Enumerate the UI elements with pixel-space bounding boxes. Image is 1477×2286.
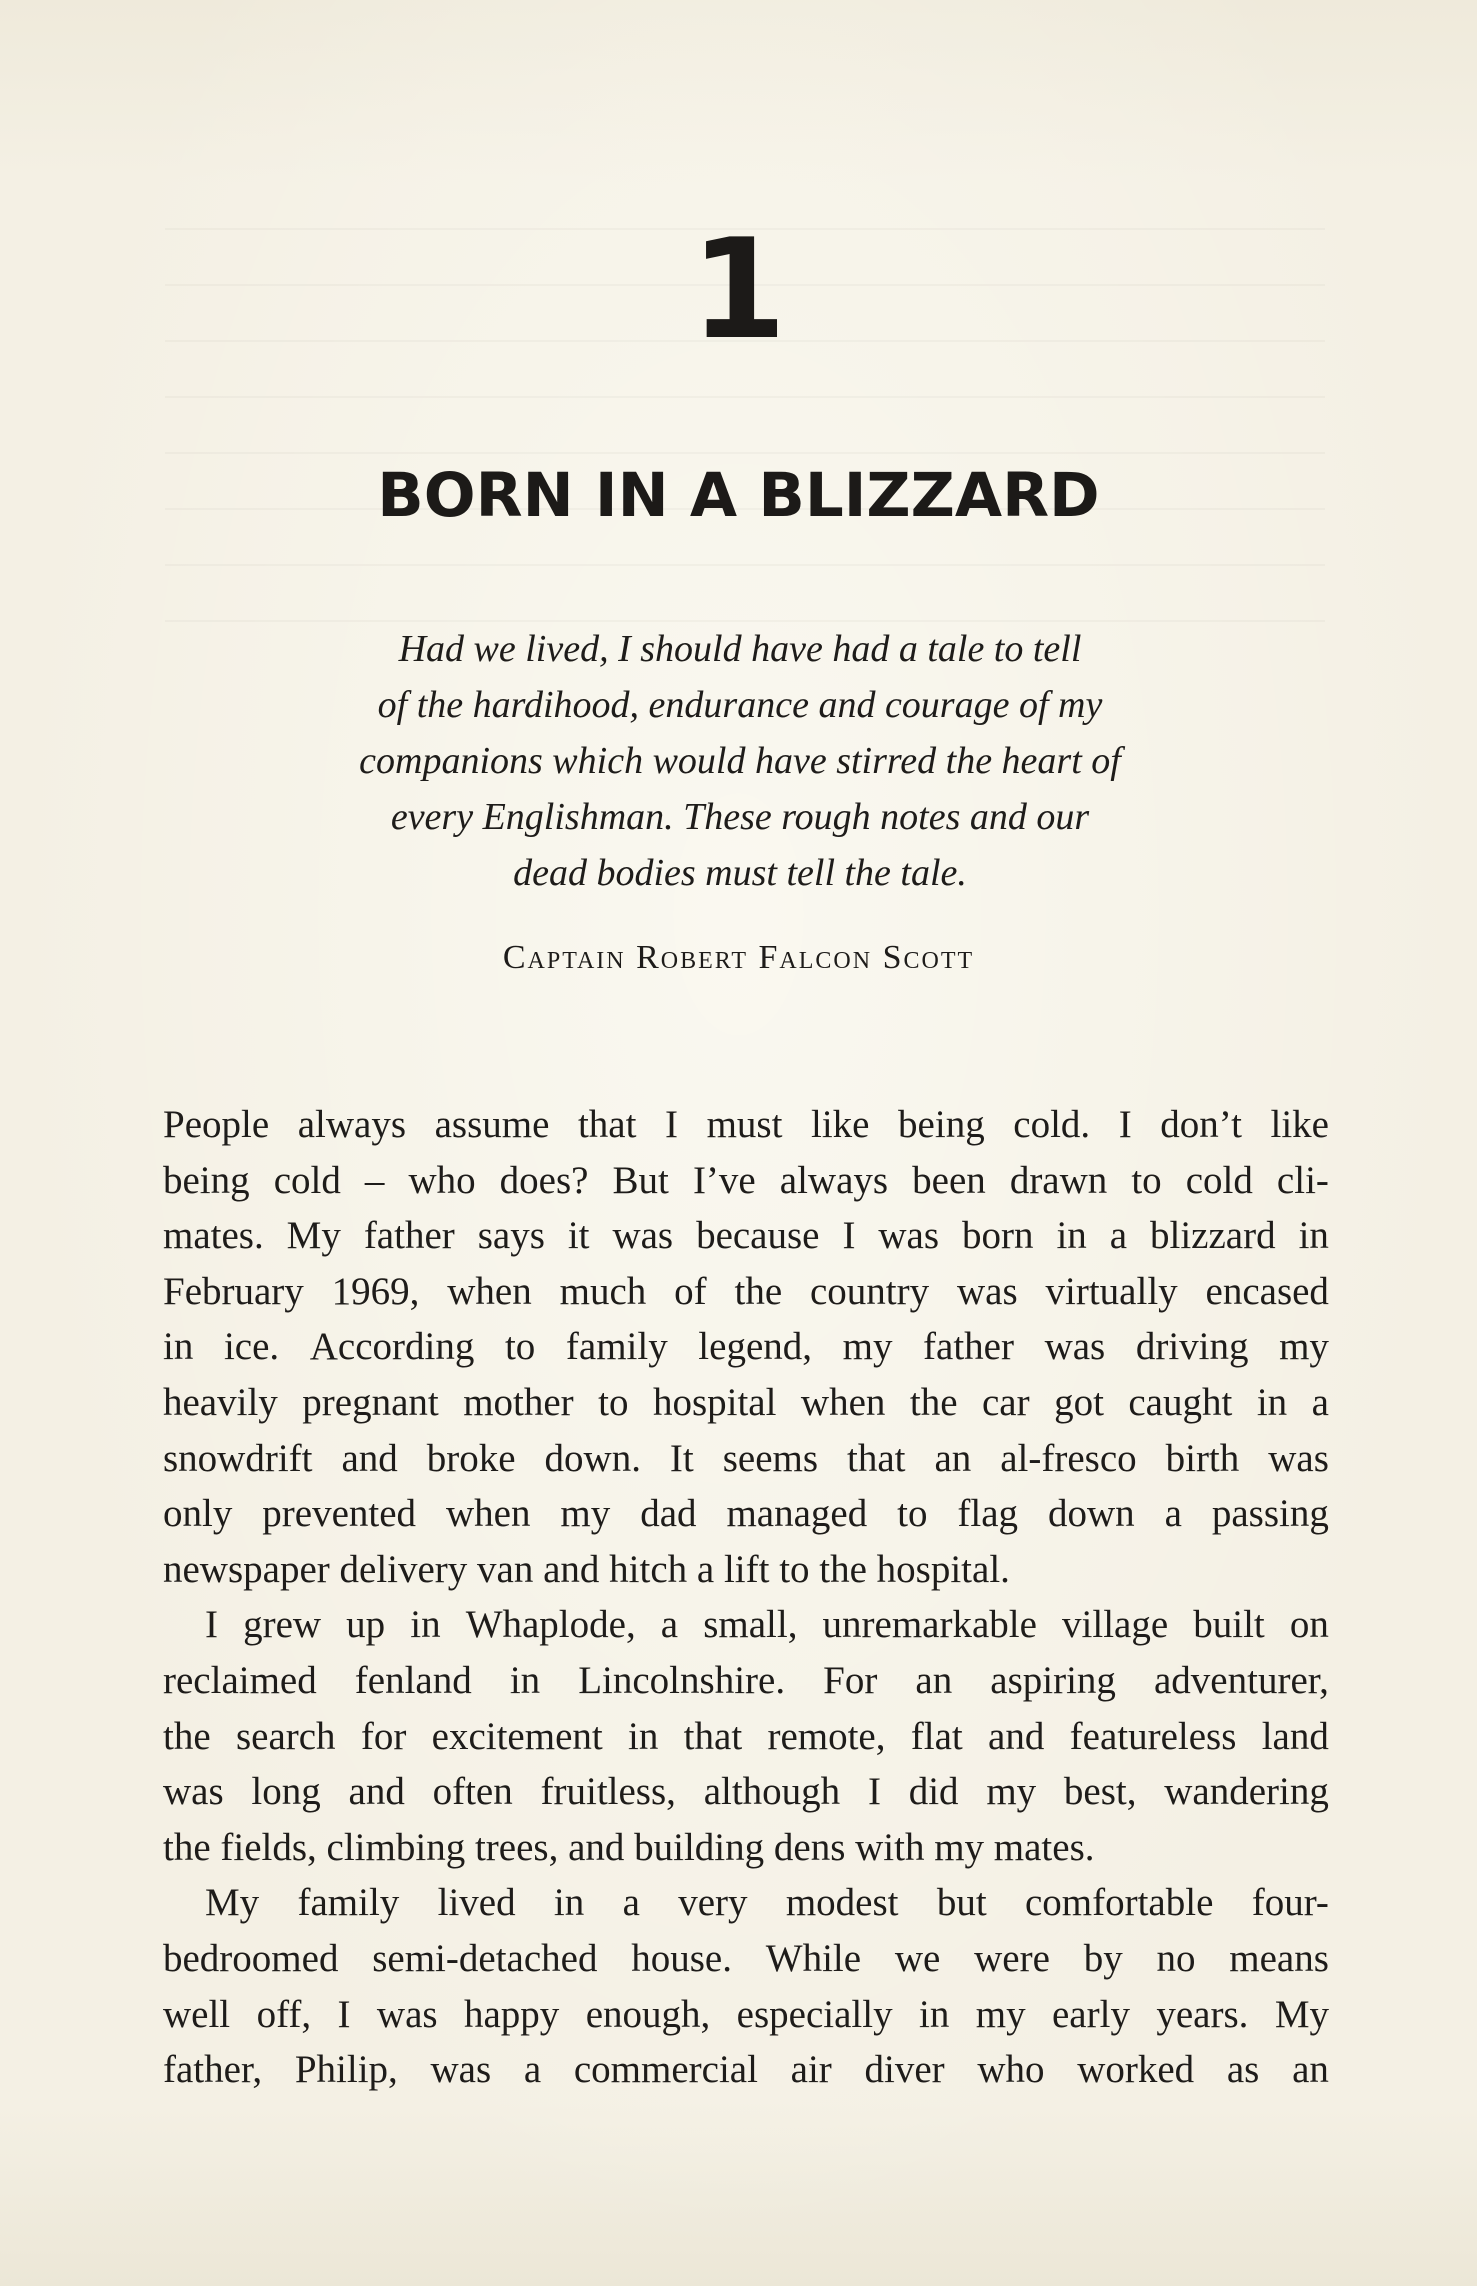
word: to bbox=[897, 1492, 928, 1536]
word: lived bbox=[437, 1881, 516, 1925]
word: were bbox=[974, 1936, 1050, 1980]
word: February bbox=[163, 1269, 304, 1313]
word: my bbox=[842, 1325, 893, 1369]
word: in bbox=[628, 1714, 659, 1758]
word: I bbox=[842, 1214, 856, 1258]
text-line bbox=[163, 1431, 1329, 1487]
word: While bbox=[765, 1936, 862, 1980]
word: pregnant bbox=[302, 1380, 439, 1424]
word: of bbox=[674, 1269, 707, 1313]
word: flag bbox=[957, 1492, 1019, 1536]
word: must bbox=[706, 1103, 783, 1146]
chapter-title: BORN IN A BLIZZARD bbox=[377, 460, 1100, 531]
word: house. bbox=[631, 1936, 732, 1980]
word: down. bbox=[544, 1436, 641, 1480]
text-line: newspaper delivery van and hitch a lift to the hospital. bbox=[163, 1547, 1010, 1591]
word: because bbox=[696, 1214, 820, 1258]
word: as bbox=[1226, 2048, 1260, 2092]
epigraph-line: of the hardihood, endurance and courage of my bbox=[377, 684, 1103, 726]
epigraph-line: Had we lived, I should have had a tale to tell bbox=[398, 628, 1082, 670]
word: father, bbox=[163, 2048, 263, 2092]
show-through-line bbox=[165, 396, 1325, 398]
text-line bbox=[163, 1264, 1329, 1320]
word: to bbox=[504, 1325, 536, 1369]
word: My bbox=[286, 1214, 341, 1258]
word: enough, bbox=[585, 1992, 711, 2036]
word: I bbox=[1118, 1103, 1132, 1146]
word: semi-detached bbox=[372, 1936, 598, 1980]
word: driving bbox=[1135, 1325, 1249, 1369]
word: I bbox=[665, 1103, 679, 1146]
word: did bbox=[908, 1770, 959, 1814]
word: been bbox=[912, 1158, 986, 1202]
word: Whaplode, bbox=[465, 1603, 636, 1647]
word: country bbox=[810, 1269, 930, 1313]
word: search bbox=[235, 1714, 336, 1758]
word: was bbox=[376, 1992, 438, 2036]
word: heavily bbox=[163, 1380, 278, 1424]
word: diver bbox=[864, 2048, 945, 2092]
word: According bbox=[309, 1325, 475, 1369]
word: very bbox=[678, 1881, 748, 1925]
word: air bbox=[790, 2048, 832, 2092]
text-line bbox=[163, 1597, 1329, 1653]
word: in bbox=[410, 1603, 441, 1647]
text-line bbox=[163, 1153, 1329, 1209]
word: comfortable bbox=[1024, 1881, 1214, 1925]
word: flat bbox=[910, 1714, 963, 1758]
word: cli- bbox=[1276, 1158, 1329, 1202]
word: to bbox=[598, 1380, 629, 1424]
word: was bbox=[1044, 1325, 1106, 1369]
word: being bbox=[163, 1158, 250, 1202]
word: cold. bbox=[1013, 1103, 1091, 1146]
word: in bbox=[553, 1881, 585, 1925]
word: birth bbox=[1165, 1436, 1240, 1480]
word: dad bbox=[640, 1492, 697, 1536]
word: only bbox=[163, 1492, 233, 1536]
word: fruitless, bbox=[540, 1770, 676, 1814]
word: a bbox=[622, 1881, 640, 1925]
word: For bbox=[823, 1658, 878, 1702]
word: always bbox=[779, 1158, 889, 1202]
word: who bbox=[977, 2048, 1045, 2092]
word: means bbox=[1229, 1936, 1329, 1980]
word: – bbox=[364, 1158, 385, 1202]
word: like bbox=[1270, 1103, 1329, 1146]
word: But bbox=[612, 1158, 669, 1202]
chapter-number: 1 bbox=[690, 209, 787, 370]
text-line bbox=[163, 1987, 1329, 2043]
word: in bbox=[919, 1992, 950, 2036]
word: that bbox=[683, 1714, 743, 1758]
word: and bbox=[988, 1714, 1045, 1758]
word: was bbox=[430, 2048, 492, 2092]
word: mates. bbox=[163, 1214, 264, 1258]
word: Lincolnshire. bbox=[578, 1658, 786, 1702]
word: it bbox=[567, 1214, 590, 1258]
text-line bbox=[163, 1709, 1329, 1765]
word: a bbox=[1109, 1214, 1128, 1258]
word: by bbox=[1083, 1936, 1123, 1980]
word: no bbox=[1156, 1936, 1196, 1980]
word: small, bbox=[703, 1603, 798, 1647]
word: my bbox=[975, 1992, 1026, 2036]
word: early bbox=[1052, 1992, 1130, 2036]
word: best, bbox=[1063, 1770, 1137, 1814]
word: broke bbox=[426, 1436, 516, 1480]
word: bedroomed bbox=[163, 1936, 339, 1980]
word: father bbox=[923, 1325, 1014, 1369]
word: car bbox=[981, 1380, 1030, 1424]
word: father bbox=[363, 1214, 455, 1258]
word: legend, bbox=[698, 1325, 813, 1369]
word: hospital bbox=[652, 1380, 777, 1424]
word: al-fresco bbox=[1000, 1436, 1137, 1480]
word: grew bbox=[243, 1603, 322, 1647]
word: was bbox=[878, 1214, 940, 1258]
word: who bbox=[408, 1158, 476, 1202]
word: mother bbox=[463, 1380, 574, 1424]
text-line bbox=[163, 1931, 1329, 1987]
epigraph-line: dead bodies must tell the tale. bbox=[513, 852, 967, 894]
word: says bbox=[477, 1214, 545, 1258]
text-line bbox=[163, 1375, 1329, 1431]
word: to bbox=[1131, 1158, 1162, 1202]
word: ice. bbox=[223, 1325, 280, 1369]
word: snowdrift bbox=[163, 1436, 313, 1480]
word: happy bbox=[463, 1992, 560, 2036]
word: especially bbox=[736, 1992, 893, 2036]
text-line bbox=[163, 1319, 1329, 1375]
word: was bbox=[163, 1770, 224, 1814]
word: born bbox=[962, 1214, 1034, 1258]
show-through-line bbox=[165, 452, 1325, 454]
word: down bbox=[1048, 1492, 1135, 1536]
word: like bbox=[811, 1103, 870, 1146]
word: My bbox=[205, 1881, 260, 1925]
word: family bbox=[297, 1881, 400, 1925]
word: a bbox=[1164, 1492, 1182, 1536]
word: that bbox=[577, 1103, 637, 1146]
word: excitement bbox=[431, 1714, 603, 1758]
word: family bbox=[565, 1325, 668, 1369]
word: fenland bbox=[354, 1658, 472, 1702]
word: my bbox=[1279, 1325, 1329, 1369]
word: caught bbox=[1128, 1380, 1233, 1424]
word: got bbox=[1054, 1380, 1104, 1424]
word: don’t bbox=[1160, 1103, 1242, 1146]
word: adventurer, bbox=[1154, 1658, 1329, 1702]
word: a bbox=[1311, 1380, 1329, 1424]
word: when bbox=[445, 1492, 531, 1536]
word: in bbox=[1056, 1214, 1087, 1258]
word: in bbox=[509, 1658, 541, 1702]
word: 1969, bbox=[331, 1269, 420, 1313]
epigraph-line: companions which would have stirred the heart of bbox=[359, 740, 1121, 782]
text-line bbox=[163, 2042, 1329, 2098]
epigraph bbox=[280, 621, 1200, 901]
word: land bbox=[1261, 1714, 1329, 1758]
word: a bbox=[660, 1603, 679, 1647]
word: assume bbox=[434, 1103, 550, 1146]
word: managed bbox=[726, 1492, 868, 1536]
word: and bbox=[341, 1436, 398, 1480]
show-through-line bbox=[165, 564, 1325, 566]
word: that bbox=[847, 1436, 906, 1480]
word: My bbox=[1274, 1992, 1329, 2036]
word: in bbox=[1298, 1214, 1329, 1258]
word: when bbox=[800, 1380, 886, 1424]
word: an bbox=[1292, 2048, 1329, 2092]
word: It bbox=[669, 1436, 694, 1480]
word: cold bbox=[1185, 1158, 1253, 1202]
text-line bbox=[163, 1764, 1329, 1820]
word: always bbox=[297, 1103, 407, 1146]
word: up bbox=[346, 1603, 386, 1647]
text-line bbox=[163, 1486, 1329, 1542]
word: but bbox=[936, 1881, 987, 1925]
word: my bbox=[560, 1492, 611, 1536]
epigraph-line: every Englishman. These rough notes and our bbox=[390, 796, 1090, 838]
word: although bbox=[703, 1770, 841, 1814]
text-line bbox=[163, 1097, 1329, 1153]
word: four- bbox=[1251, 1881, 1329, 1925]
word: I bbox=[337, 1992, 351, 2036]
word: and bbox=[348, 1770, 405, 1814]
word: cold bbox=[273, 1158, 341, 1202]
word: I’ve bbox=[692, 1158, 756, 1202]
word: reclaimed bbox=[163, 1658, 317, 1702]
word: featureless bbox=[1069, 1714, 1237, 1758]
word: encased bbox=[1205, 1269, 1329, 1313]
word: seems bbox=[722, 1436, 819, 1480]
word: worked bbox=[1077, 2048, 1195, 2092]
word: being bbox=[898, 1103, 985, 1146]
word: the bbox=[734, 1269, 783, 1313]
word: built bbox=[1193, 1603, 1265, 1647]
word: aspiring bbox=[990, 1658, 1116, 1702]
word: drawn bbox=[1009, 1158, 1108, 1202]
word: People bbox=[163, 1103, 270, 1146]
word: virtually bbox=[1045, 1269, 1178, 1313]
word: in bbox=[1256, 1380, 1288, 1424]
word: I bbox=[205, 1603, 218, 1647]
body-text bbox=[163, 1097, 1329, 2098]
word: much bbox=[559, 1269, 647, 1313]
word: was bbox=[612, 1214, 674, 1258]
word: the bbox=[909, 1380, 958, 1424]
word: when bbox=[447, 1269, 532, 1313]
word: Philip, bbox=[294, 2048, 398, 2092]
text-line bbox=[163, 1208, 1329, 1264]
word: unremarkable bbox=[822, 1603, 1037, 1647]
word: remote, bbox=[767, 1714, 886, 1758]
word: was bbox=[957, 1269, 1018, 1313]
word: was bbox=[1268, 1436, 1329, 1480]
word: my bbox=[986, 1770, 1037, 1814]
word: on bbox=[1289, 1603, 1329, 1647]
word: an bbox=[934, 1436, 972, 1480]
word: often bbox=[432, 1770, 513, 1814]
word: passing bbox=[1211, 1492, 1329, 1536]
word: for bbox=[360, 1714, 407, 1758]
word: modest bbox=[785, 1881, 899, 1925]
word: prevented bbox=[262, 1492, 417, 1536]
text-line bbox=[163, 1653, 1329, 1709]
word: does? bbox=[499, 1158, 589, 1202]
word: in bbox=[163, 1325, 194, 1369]
word: commercial bbox=[573, 2048, 758, 2092]
word: the bbox=[163, 1714, 211, 1758]
word: off, bbox=[256, 1992, 312, 2036]
word: long bbox=[251, 1770, 321, 1814]
word: years. bbox=[1156, 1992, 1249, 2036]
word: an bbox=[915, 1658, 953, 1702]
word: village bbox=[1062, 1603, 1169, 1647]
word: we bbox=[894, 1936, 941, 1980]
word: a bbox=[523, 2048, 542, 2092]
text-line: the fields, climbing trees, and building dens with my mates. bbox=[163, 1825, 1095, 1869]
word: well bbox=[163, 1992, 231, 2036]
text-line bbox=[163, 1875, 1329, 1931]
epigraph-attribution: Captain Robert Falcon Scott bbox=[502, 939, 975, 976]
word: wandering bbox=[1164, 1770, 1329, 1814]
word: blizzard bbox=[1150, 1214, 1276, 1258]
word: I bbox=[867, 1770, 881, 1814]
